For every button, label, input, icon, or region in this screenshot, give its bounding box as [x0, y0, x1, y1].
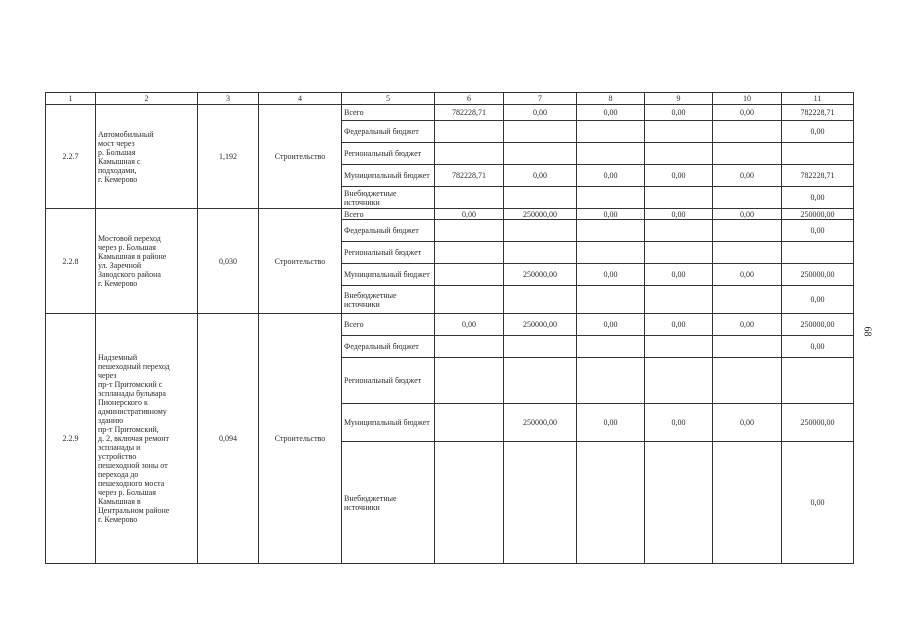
value-cell	[713, 286, 782, 314]
funding-source-label: Внебюджетные источники	[342, 187, 435, 209]
value-cell	[713, 143, 782, 165]
item-length: 0,094	[198, 314, 259, 564]
item-number: 2.2.8	[46, 209, 96, 314]
value-cell: 0,00	[782, 336, 854, 358]
value-cell	[577, 220, 645, 242]
value-cell: 0,00	[435, 209, 504, 220]
table-row	[46, 314, 854, 336]
item-work-type: Строительство	[259, 105, 342, 209]
value-cell: 250000,00	[782, 314, 854, 336]
value-cell	[435, 404, 504, 442]
col-header: 11	[782, 93, 854, 105]
funding-source-label: Муниципальный бюджет	[342, 404, 435, 442]
value-cell: 0,00	[713, 314, 782, 336]
value-cell: 250000,00	[782, 404, 854, 442]
funding-source-label: Внебюджетные источники	[342, 442, 435, 564]
value-cell	[435, 187, 504, 209]
funding-source-label: Муниципальный бюджет	[342, 264, 435, 286]
value-cell: 0,00	[645, 404, 713, 442]
funding-source-label: Всего	[342, 314, 435, 336]
item-length: 0,030	[198, 209, 259, 314]
funding-source-label: Внебюджетные источники	[342, 286, 435, 314]
funding-source-label: Региональный бюджет	[342, 143, 435, 165]
value-cell	[435, 121, 504, 143]
value-cell	[577, 336, 645, 358]
value-cell: 0,00	[782, 286, 854, 314]
value-cell	[504, 143, 577, 165]
value-cell	[504, 121, 577, 143]
value-cell	[435, 286, 504, 314]
value-cell	[504, 187, 577, 209]
col-header: 3	[198, 93, 259, 105]
value-cell	[645, 358, 713, 404]
value-cell	[435, 143, 504, 165]
value-cell	[435, 264, 504, 286]
item-work-type: Строительство	[259, 314, 342, 564]
value-cell: 782228,71	[435, 105, 504, 121]
value-cell	[713, 242, 782, 264]
value-cell: 0,00	[782, 220, 854, 242]
value-cell: 0,00	[645, 264, 713, 286]
value-cell: 0,00	[435, 314, 504, 336]
funding-source-label: Муниципальный бюджет	[342, 165, 435, 187]
funding-source-label: Федеральный бюджет	[342, 336, 435, 358]
value-cell	[645, 242, 713, 264]
value-cell: 0,00	[713, 404, 782, 442]
item-work-type: Строительство	[259, 209, 342, 314]
value-cell: 0,00	[645, 165, 713, 187]
value-cell	[577, 442, 645, 564]
funding-source-label: Всего	[342, 209, 435, 220]
funding-source-label: Федеральный бюджет	[342, 121, 435, 143]
value-cell	[645, 336, 713, 358]
value-cell	[782, 143, 854, 165]
col-header: 6	[435, 93, 504, 105]
col-header: 8	[577, 93, 645, 105]
value-cell: 782228,71	[782, 165, 854, 187]
item-number: 2.2.7	[46, 105, 96, 209]
value-cell	[504, 220, 577, 242]
value-cell	[645, 187, 713, 209]
funding-source-label: Всего	[342, 105, 435, 121]
value-cell	[713, 358, 782, 404]
value-cell: 250000,00	[504, 404, 577, 442]
value-cell: 0,00	[713, 165, 782, 187]
item-description: Мостовой переход через р. Большая Камышная в районе ул. Заречной Заводского района г. Кемерово	[96, 209, 198, 314]
value-cell	[435, 242, 504, 264]
value-cell	[577, 143, 645, 165]
funding-source-label: Региональный бюджет	[342, 242, 435, 264]
item-description: Надземный пешеходный переход через пр-т Притомский с эспланады бульвара Пионерского к административному зданию пр-т Притомский, д. 2, включая ремонт эспланады и устройство пешеходной зоны от перехода до пешеходного моста через р. Большая Камышная в Центральном районе г. Кемерово	[96, 314, 198, 564]
value-cell: 782228,71	[782, 105, 854, 121]
value-cell	[645, 121, 713, 143]
item-description: Автомобильный мост через р. Большая Камышная с подходами, г. Кемерово	[96, 105, 198, 209]
value-cell: 0,00	[782, 121, 854, 143]
col-header: 4	[259, 93, 342, 105]
value-cell	[713, 220, 782, 242]
value-cell: 0,00	[504, 105, 577, 121]
budget-table	[45, 92, 854, 564]
value-cell: 0,00	[713, 105, 782, 121]
value-cell: 0,00	[577, 314, 645, 336]
col-header: 7	[504, 93, 577, 105]
item-number: 2.2.9	[46, 314, 96, 564]
value-cell	[435, 358, 504, 404]
table-row	[46, 209, 854, 220]
value-cell	[577, 121, 645, 143]
value-cell	[435, 220, 504, 242]
value-cell: 250000,00	[504, 209, 577, 220]
value-cell	[504, 442, 577, 564]
col-header: 1	[46, 93, 96, 105]
value-cell: 250000,00	[504, 314, 577, 336]
value-cell	[782, 358, 854, 404]
value-cell: 782228,71	[435, 165, 504, 187]
table-body	[46, 105, 854, 564]
col-header: 10	[713, 93, 782, 105]
value-cell	[577, 358, 645, 404]
value-cell: 0,00	[577, 404, 645, 442]
value-cell	[504, 242, 577, 264]
value-cell: 0,00	[782, 442, 854, 564]
value-cell	[577, 187, 645, 209]
value-cell	[435, 442, 504, 564]
funding-source-label: Федеральный бюджет	[342, 220, 435, 242]
value-cell	[577, 242, 645, 264]
value-cell	[645, 286, 713, 314]
value-cell	[645, 442, 713, 564]
value-cell: 0,00	[577, 209, 645, 220]
col-header: 5	[342, 93, 435, 105]
value-cell	[713, 121, 782, 143]
col-header: 2	[96, 93, 198, 105]
value-cell	[435, 336, 504, 358]
funding-source-label: Региональный бюджет	[342, 358, 435, 404]
value-cell: 0,00	[645, 209, 713, 220]
col-header: 9	[645, 93, 713, 105]
value-cell: 0,00	[577, 264, 645, 286]
item-length: 1,192	[198, 105, 259, 209]
value-cell	[504, 336, 577, 358]
value-cell: 0,00	[782, 187, 854, 209]
value-cell: 0,00	[713, 209, 782, 220]
value-cell: 0,00	[577, 105, 645, 121]
value-cell: 250000,00	[782, 209, 854, 220]
value-cell	[577, 286, 645, 314]
value-cell	[713, 442, 782, 564]
value-cell	[645, 143, 713, 165]
page-number: 68	[861, 326, 873, 337]
header-row	[46, 93, 854, 105]
value-cell: 0,00	[577, 165, 645, 187]
value-cell	[645, 220, 713, 242]
value-cell	[504, 286, 577, 314]
value-cell	[713, 187, 782, 209]
value-cell: 250000,00	[504, 264, 577, 286]
value-cell: 0,00	[645, 105, 713, 121]
value-cell	[713, 336, 782, 358]
value-cell: 250000,00	[782, 264, 854, 286]
value-cell: 0,00	[645, 314, 713, 336]
table-row	[46, 105, 854, 121]
value-cell	[504, 358, 577, 404]
value-cell: 0,00	[504, 165, 577, 187]
value-cell: 0,00	[713, 264, 782, 286]
value-cell	[782, 242, 854, 264]
